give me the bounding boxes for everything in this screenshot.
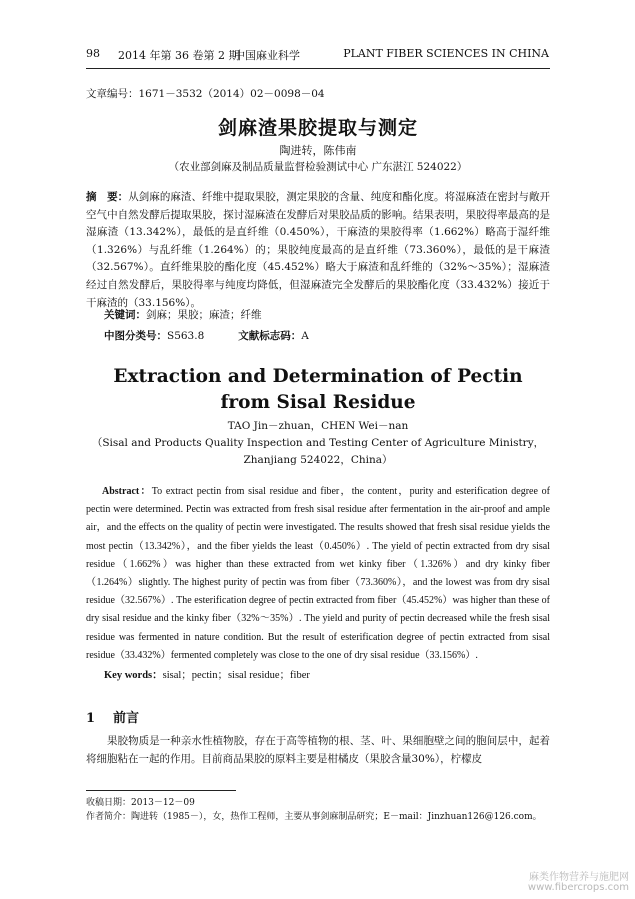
journal-name-en: PLANT FIBER SCIENCES IN CHINA: [343, 47, 549, 60]
title-en: [86, 364, 550, 416]
affiliation-en-line1: （Sisal and Products Quality Inspection and Testing Center of Agriculture Ministry，: [91, 437, 545, 449]
issue-info: 2014 年第 36 卷第 2 期: [118, 49, 240, 62]
keywords-cn-text: 剑麻；果胶；麻渣；纤维: [146, 309, 262, 321]
keywords-en-label: Key words：: [104, 670, 163, 681]
footnote-received: 收稿日期：2013－12－09: [86, 798, 195, 808]
title-en-line1: Extraction and Determination of Pectin: [113, 366, 523, 387]
keywords-en-text: sisal；pectin；sisal residue；fiber: [162, 670, 310, 681]
section-title: 前言: [113, 711, 140, 726]
page-number: 98: [86, 47, 100, 60]
section-number: 1: [86, 711, 96, 726]
abstract-cn-text: 从剑麻的麻渣、纤维中提取果胶，测定果胶的含量、纯度和酯化度。将湿麻渣在密封与敞开空气中自然发酵后提取果胶，探讨湿麻渣在发酵后对果胶品质的影响。结果表明，果胶得率最高的是湿麻渣（13.342%），最低的是直纤维（0.450%），干麻渣的果胶得率（1.662%）略高于湿纤维（1.326%）与乱纤维（1.264%）的；果胶纯度最高的是直纤维（73.360%），最低的是干麻渣（32.567%）。直纤维果胶的酯化度（45.452%）略大于麻渣和乱纤维的（32%～35%）；湿麻渣经过自然发酵后，果胶得率与纯度均降低，但湿麻渣完全发酵后的果胶酯化度（33.432%）接近于干麻渣的（33.156%）。: [86, 191, 550, 309]
section-heading: [86, 707, 139, 726]
watermark-site-name: 麻类作物营养与施肥网: [529, 872, 629, 883]
footnote-author: 作者简介：陶进转（1985－），女，热作工程师，主要从事剑麻制品研究；E－mail：Jinzhuan126@126.com。: [86, 812, 542, 822]
title-en-line2: from Sisal Residue: [220, 392, 416, 413]
affiliation-en: [86, 435, 550, 469]
clc-value: S563.8: [167, 330, 205, 342]
intro-paragraph: 果胶物质是一种亲水性植物胶，存在于高等植物的根、茎、叶、果细胞壁之间的胞间层中，起着将细胞粘在一起的作用。目前商品果胶的原料主要是柑橘皮（果胶含量30%），柠檬皮: [86, 735, 550, 765]
watermark-url: www.fibercrops.com: [527, 882, 629, 893]
authors-en: TAO Jin－zhuan，CHEN Wei－nan: [227, 420, 409, 432]
affiliation-en-line2: Zhanjiang 524022，China）: [243, 454, 393, 466]
abstract-en-label: Abstract：: [102, 486, 152, 497]
abstract-cn-label: 摘 要：: [86, 191, 129, 203]
keywords-en: [104, 667, 310, 682]
article-number: 文章编号：1671－3532（2014）02－0098－04: [86, 88, 325, 100]
doc-code-value: A: [301, 330, 309, 342]
classification-cn: [104, 328, 309, 343]
header-rule: [86, 68, 550, 69]
running-header: [86, 47, 549, 65]
clc-label: 中图分类号：: [104, 330, 167, 342]
abstract-en: [86, 483, 550, 665]
doc-code-label: 文献标志码：: [238, 330, 302, 342]
abstract-en-text: To extract pectin from sisal residue and fiber，the content，purity and esterification degree of pectin were determined. Pectin was extracted from fresh sisal residue after fermentation in the air-proof and ample air，and the effects on the quality of pectin were investigated. The results showed that fresh sisal residue yields the most pectin（13.342%），and the fiber yields the least（0.450%）. The yield of pectin extracted from dry sisal residue（1.662%）was higher than these extracted from wet kinky fiber（1.326%）and dry kinky fiber（1.264%）slightly. The highest purity of pectin was from fiber（73.360%），and the lowest was from dry sisal residue（32.567%）. The esterification degree of pectin extracted from fiber（45.452%）was higher than these of dry sisal residue and the kinky fiber（32%～35%）. The yield and purity of pectin decreased while the fresh sisal residue was fermented in nature condition. But the result of esterification degree of pectin extracted from sisal residue（33.432%）fermented completely was close to the one of dry sisal residue（33.156%）.: [86, 486, 550, 661]
abstract-cn: [86, 189, 550, 312]
affiliation-cn: （农业部剑麻及制品质量监督检验测试中心 广东湛江 524022）: [168, 161, 468, 173]
journal-name-cn: 中国麻业科学: [234, 49, 300, 62]
footnote-rule: [86, 790, 236, 791]
title-cn: 剑麻渣果胶提取与测定: [217, 117, 418, 139]
keywords-cn: [104, 307, 262, 322]
authors-cn: 陶进转，陈伟南: [279, 144, 357, 157]
keywords-cn-label: 关键词：: [104, 309, 146, 321]
